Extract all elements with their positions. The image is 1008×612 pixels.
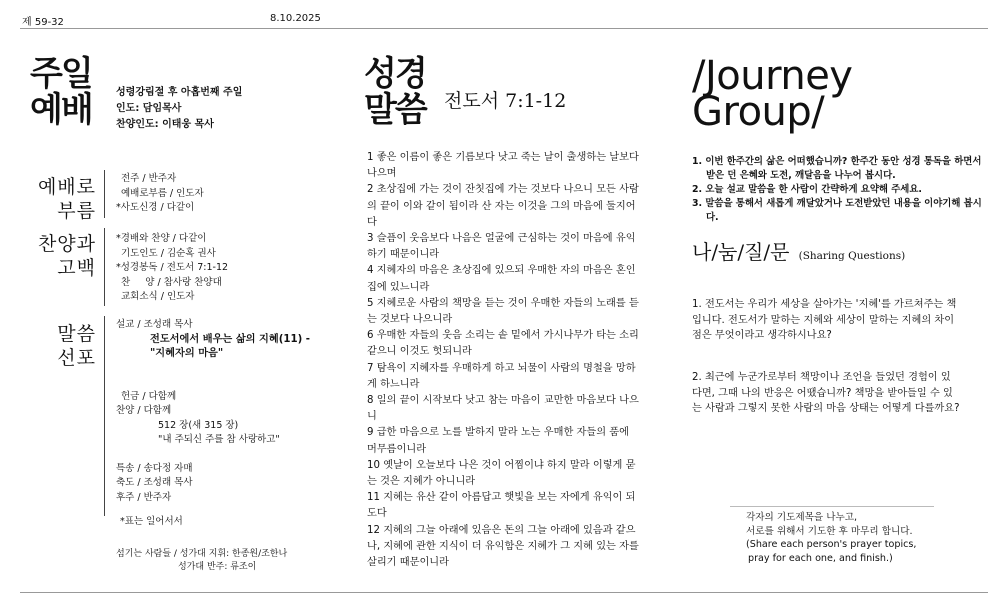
- verse: 12 지혜의 그늘 아래에 있음은 돈의 그늘 아래에 있음과 같으나, 지혜에 관한 지식이 더 유익함은 지혜가 그 지혜 있는 자를 살리기 때문이니라: [367, 524, 639, 569]
- journey-question: 1. 이번 한주간의 삶은 어떠했습니까? 한주간 동안 성경 통독을 하면서 받은 던 은혜와 도전, 깨달음을 나누어 봅시다.: [692, 156, 982, 181]
- bulletin-date: 8.10.2025: [270, 13, 321, 24]
- order-item: *성경봉독 / 전도서 7:1-12: [116, 262, 229, 273]
- order-list-call: [116, 172, 204, 216]
- sharing-title: 나/눔/질/문: [692, 240, 790, 264]
- issue-number: 제 59-32: [22, 17, 64, 28]
- verse: 9 급한 마음으로 노를 발하지 말라 노는 우매한 자들의 품에 머무름이니라: [367, 427, 629, 455]
- order-item: 특송 / 송다정 자매: [116, 462, 193, 474]
- sermon-title: 전도서에서 배우는 삶의 지혜(11) -: [150, 333, 310, 345]
- section-label-praise: [38, 232, 96, 280]
- section-label-line: 예배로: [37, 176, 96, 198]
- worship-occasion: 성령강림절 후 아홉번째 주일: [116, 87, 243, 98]
- journey-questions: [692, 155, 992, 225]
- worship-title: [30, 56, 92, 128]
- order-item: 512 장(새 315 장): [158, 419, 239, 431]
- sharing-header: [692, 236, 905, 265]
- order-item: 교회소식 / 인도자: [121, 291, 195, 302]
- order-item: *경배와 찬양 / 다같이: [116, 233, 207, 244]
- section-label-line: 고백: [57, 257, 96, 279]
- section-label-line: 부름: [57, 200, 96, 222]
- verse: 8 일의 끝이 시작보다 낫고 참는 마음이 교만한 마음보다 나으니: [367, 395, 639, 423]
- scripture-reference: 전도서 7:1-12: [444, 90, 567, 112]
- top-divider: [20, 28, 988, 29]
- order-item: 헌금 / 다함께: [121, 390, 177, 402]
- verse: 7 탐욕이 지혜자를 우매하게 하고 뇌물이 사람의 명철을 망하게 하느니라: [367, 362, 636, 390]
- section-divider: [104, 228, 105, 306]
- worship-info: [116, 85, 242, 133]
- order-note: *표는 일어서서: [120, 516, 183, 527]
- worship-title-line1: 주일: [30, 54, 92, 94]
- journey-title: [692, 53, 853, 135]
- verse: 10 옛날이 오늘보다 나은 것이 어찜이냐 하지 말라 이렇게 묻는 것은 지혜가 아니니라: [367, 459, 636, 488]
- scripture-title: [364, 56, 426, 128]
- scripture-title-line1: 성경: [364, 54, 426, 94]
- order-item: 후주 / 반주자: [116, 491, 172, 503]
- section-label-line: 찬양과: [37, 233, 96, 255]
- sermon-subtitle: "지혜자의 마음": [150, 348, 224, 359]
- section-divider: [104, 316, 105, 516]
- servers-credit: [116, 548, 287, 574]
- worship-leader: 인도: 담임목사: [116, 103, 182, 114]
- journey-title-line2: Group/: [692, 89, 825, 135]
- order-item: 설교 / 조성래 목사: [116, 319, 193, 330]
- section-divider: [104, 170, 105, 218]
- section-label-sermon: [57, 322, 96, 370]
- sharing-question-1: 1. 전도서는 우리가 세상을 살아가는 '지혜'를 가르쳐주는 책입니다. 전도서가 말하는 지혜와 세상이 말하는 지혜의 차이점은 무엇이라고 생각하시나요?: [692, 299, 957, 341]
- journey-question: 2. 오늘 설교 말씀을 한 사람이 간략하게 요약해 주세요.: [692, 184, 922, 195]
- section-label-line: 선포: [57, 347, 96, 369]
- spacer: [116, 448, 310, 462]
- verse: 5 지혜로운 사람의 책망을 듣는 것이 우매한 자들의 노래를 듣는 것보다 나으니라: [367, 297, 639, 326]
- verse: 1 좋은 이름이 좋은 기름보다 낫고 죽는 날이 출생하는 날보다 나으며: [367, 152, 639, 180]
- verse: 2 초상집에 가는 것이 잔칫집에 가는 것보다 나으니 모든 사람의 끝이 이와 같이 됨이라 산 자는 이것을 그의 마음에 둘지어다: [367, 184, 639, 228]
- worship-title-line2: 예배: [30, 90, 92, 130]
- order-item: 전주 / 반주자: [121, 173, 177, 184]
- verse: 4 지혜자의 마음은 초상집에 있으되 우매한 자의 마음은 혼인집에 있느니라: [367, 265, 636, 293]
- prayer-line: (Share each person's prayer topics,: [746, 539, 917, 550]
- scripture-title-line2: 말씀: [364, 90, 426, 130]
- bottom-divider: [20, 592, 988, 593]
- order-item: 찬양 / 다함께: [116, 405, 172, 416]
- order-item: 예배로부름 / 인도자: [121, 187, 204, 199]
- sharing-subtitle: (Sharing Questions): [798, 250, 906, 262]
- prayer-divider: [730, 506, 934, 507]
- order-list-praise: [116, 232, 228, 305]
- order-item: "내 주되신 주를 참 사랑하고": [158, 434, 280, 445]
- prayer-line: 각자의 기도제목을 나누고,: [746, 512, 858, 523]
- servers-line1: 섬기는 사람들 / 성가대 지휘: 한종원/조한나: [116, 549, 288, 559]
- spacer: [116, 362, 310, 390]
- order-item: *사도신경 / 다같이: [116, 202, 195, 213]
- order-list-sermon: [116, 318, 310, 530]
- prayer-note: [746, 511, 916, 565]
- order-item: 기도인도 / 김순혹 권사: [121, 247, 216, 259]
- sharing-question-2: 2. 최근에 누군가로부터 책망이나 조언을 들었던 경험이 있다면, 그때 나의 반응은 어땠습니까? 책망을 받아들일 수 있는 사람과 그렇지 못한 사람의 마음 상태는 어떻게 다를까요?: [692, 372, 960, 414]
- verse: 3 슬픔이 웃음보다 나음은 얼굴에 근심하는 것이 마음에 유익하기 때문이니라: [367, 233, 636, 261]
- prayer-line: pray for each one, and finish.): [748, 552, 893, 564]
- section-label-call: [38, 175, 96, 223]
- order-item: 축도 / 조성래 목사: [116, 477, 193, 488]
- verse: 11 지혜는 유산 같이 아름답고 햇빛을 보는 자에게 유익이 되도다: [367, 492, 636, 520]
- servers-line2: 성가대 반주: 류조이: [178, 562, 257, 572]
- worship-praise-leader: 찬양인도: 이태웅 목사: [116, 119, 214, 130]
- spacer: [116, 505, 310, 515]
- journey-question: 3. 말씀을 통해서 새롭게 깨달았거나 도전받았던 내용을 이야기해 봅시다.: [692, 198, 982, 223]
- journey-title-line1: /Journey: [692, 53, 853, 99]
- order-item: 찬 양 / 참사랑 찬양대: [121, 276, 222, 288]
- verse: 6 우매한 자들의 웃음 소리는 솥 밑에서 가시나무가 타는 소리 같으니 이것도 헛되니라: [367, 330, 639, 358]
- prayer-line: 서로를 위해서 기도한 후 마무리 합니다.: [746, 525, 913, 537]
- section-label-line: 말씀: [57, 323, 96, 345]
- verse-list: [367, 150, 639, 571]
